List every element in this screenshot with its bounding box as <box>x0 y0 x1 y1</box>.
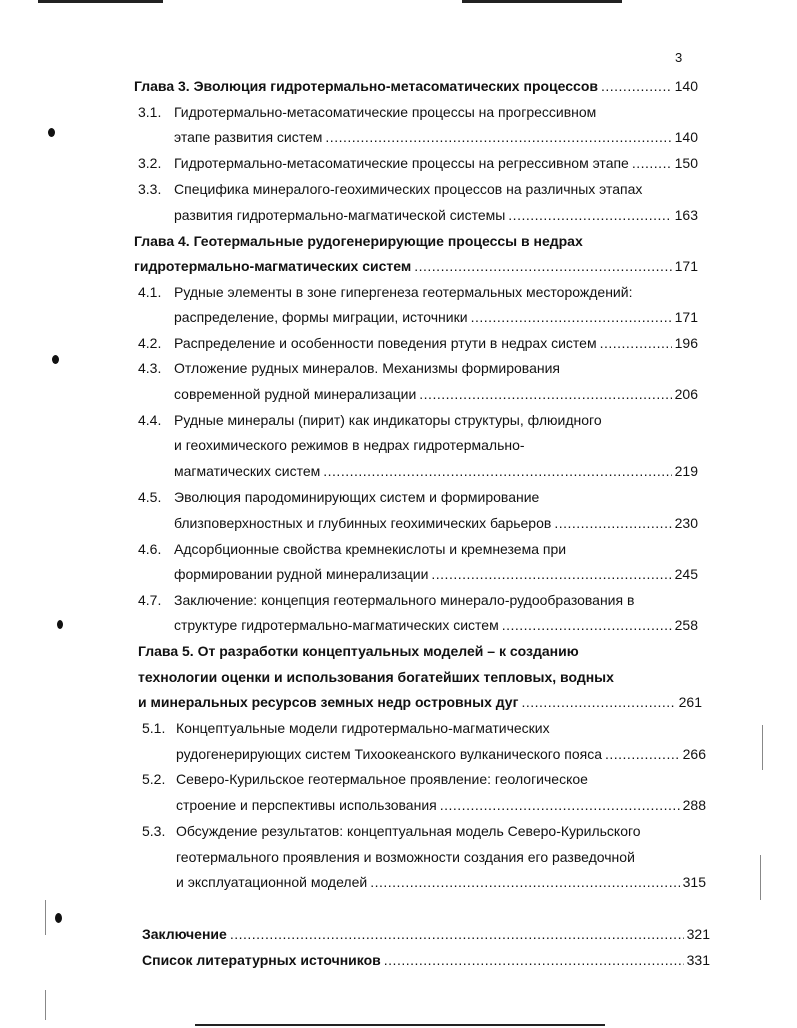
toc-entry-5-1: Концептуальные модели гидротермально-магматических <box>176 720 550 736</box>
toc-entry-4-7: Заключение: концепция геотермального минерало-рудообразования в <box>174 592 635 608</box>
toc-number: 4.6. <box>138 541 162 557</box>
toc-page: 171 <box>674 309 698 325</box>
toc-chapter-4: Глава 4. Геотермальные рудогенерирующие процессы в недрах <box>134 233 583 249</box>
toc-entry-5-3-cont: геотермального проявления и возможности создания его разведочной <box>176 849 635 865</box>
toc-number: 3.2. <box>138 155 162 171</box>
toc-number: 4.5. <box>138 489 162 505</box>
toc-chapter-5-cont2: и минеральных ресурсов земных недр островных дуг ..... 261 <box>138 693 702 711</box>
toc-page: 150 <box>674 155 698 171</box>
toc-number: 4.1. <box>138 284 162 300</box>
toc-page: 288 <box>682 797 706 813</box>
toc-entry-5-3: Обсуждение результатов: концептуальная модель Северо-Курильского <box>176 823 641 839</box>
toc-page: 140 <box>674 129 698 145</box>
toc-entry-4-5: Эволюция пародоминирующих систем и формирование <box>174 489 540 505</box>
toc-chapter-5-cont: технологии оценки и использования богатейших тепловых, водных <box>138 669 614 685</box>
toc-entry-3-1: Гидротермально-метасоматические процессы на прогрессивном <box>174 104 597 120</box>
toc-entry-5-1-cont: рудогенерирующих систем Тихоокеанского вулканического пояса ..... 266 <box>176 745 706 763</box>
toc-entry-4-7-cont: структуре гидротермально-магматических систем ..... 258 <box>174 616 698 634</box>
toc-title: Глава 3. Эволюция гидротермально-метасоматических процессов <box>134 78 598 94</box>
toc-number: 5.2. <box>142 771 166 787</box>
toc-entry-5-2-cont: строение и перспективы использования ..... 288 <box>176 796 706 814</box>
toc-number: 5.3. <box>142 823 166 839</box>
toc-chapter-5: Глава 5. От разработки концептуальных моделей – к созданию <box>138 643 579 659</box>
toc-number: 4.7. <box>138 592 162 608</box>
toc-entry-3-1-cont: этапе развития систем ..... 140 <box>174 128 698 146</box>
toc-page: 196 <box>674 335 698 351</box>
toc-page: 261 <box>678 694 702 710</box>
toc-references: Список литературных источников ..... 331 <box>142 951 710 969</box>
toc-number: 3.1. <box>138 104 162 120</box>
toc-number: 5.1. <box>142 720 166 736</box>
toc-entry-3-3: Специфика минералого-геохимических процессов на различных этапах <box>174 181 643 197</box>
toc-page: 206 <box>674 386 698 402</box>
toc-entry-4-5-cont: близповерхностных и глубинных геохимических барьеров ..... 230 <box>174 514 698 532</box>
page-number: 3 <box>675 50 683 65</box>
toc-entry-3-3-cont: развития гидротермально-магматической системы ..... 163 <box>174 206 698 224</box>
toc-entry-5-2: Северо-Курильское геотермальное проявление: геологическое <box>176 771 588 787</box>
toc-page: 140 <box>674 78 698 94</box>
toc-page: 245 <box>674 566 698 582</box>
toc-entry-4-3-cont: современной рудной минерализации ..... 206 <box>174 385 698 403</box>
toc-entry-4-3: Отложение рудных минералов. Механизмы формирования <box>174 360 560 376</box>
toc-number: 4.3. <box>138 360 162 376</box>
toc-entry-4-6: Адсорбционные свойства кремнекислоты и кремнезема при <box>174 541 567 557</box>
toc-page: 266 <box>682 746 706 762</box>
toc-entry-4-6-cont: формировании рудной минерализации ..... 245 <box>174 565 698 583</box>
toc-page: 258 <box>674 617 698 633</box>
toc-page: 163 <box>674 207 698 223</box>
toc-page: 331 <box>686 952 710 968</box>
toc-entry-4-1: Рудные элементы в зоне гипергенеза геотермальных месторождений: <box>174 284 633 300</box>
toc-number: 4.4. <box>138 412 162 428</box>
toc-chapter-3 <box>134 77 698 95</box>
toc-page: 219 <box>674 463 698 479</box>
toc-page: 315 <box>682 874 706 890</box>
toc-number: 4.2. <box>138 335 162 351</box>
toc-entry-4-4-cont2: магматических систем ..... 219 <box>174 462 698 480</box>
toc-page: 321 <box>686 926 710 942</box>
toc-page: 171 <box>674 258 698 274</box>
toc-conclusion: Заключение ..... 321 <box>142 925 710 943</box>
toc-number: 3.3. <box>138 181 162 197</box>
toc-chapter-4-cont: гидротермально-магматических систем ..... 171 <box>134 257 698 275</box>
toc-entry-4-1-cont: распределение, формы миграции, источники ..... 171 <box>174 308 698 326</box>
toc-page: 230 <box>674 515 698 531</box>
toc-entry-4-4-cont: и геохимического режимов в недрах гидротермально- <box>174 437 525 453</box>
toc-entry-4-4: Рудные минералы (пирит) как индикаторы структуры, флюидного <box>174 412 602 428</box>
toc-entry-4-2: Распределение и особенности поведения ртути в недрах систем ..... 196 <box>174 334 698 352</box>
toc-entry-3-2: Гидротермально-метасоматические процессы на регрессивном этапе ..... 150 <box>174 154 698 172</box>
toc-entry-5-3-cont2: и эксплуатационной моделей ..... 315 <box>176 873 706 891</box>
